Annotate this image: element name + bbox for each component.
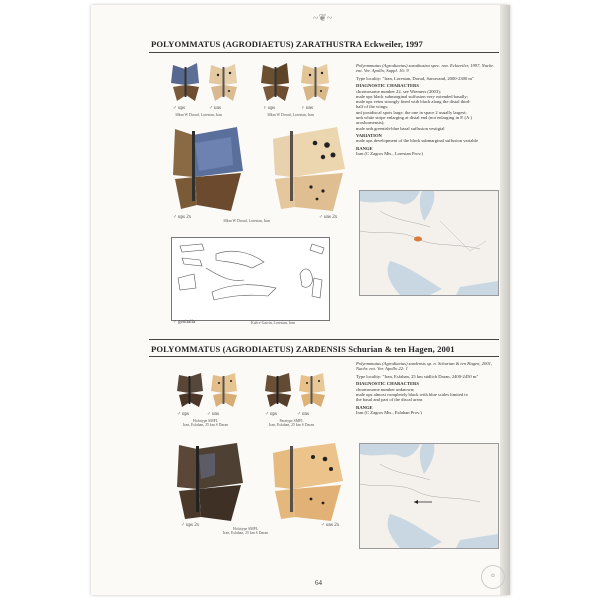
- library-stamp: ✿: [481, 565, 505, 589]
- caption-uns-1: ♂ uns: [209, 106, 221, 111]
- caption-zard-uns-2: ♂ uns: [297, 412, 309, 417]
- diag-line: the basal and part of the discal areas: [356, 397, 423, 403]
- butterfly-zard-ups-large: [175, 441, 247, 527]
- diag-line: unh white stripe enlarging at distal end (not enlarging in P. (A.): [356, 115, 473, 121]
- var-heading-1: VARIATION: [356, 133, 382, 139]
- caption-zard-uns-1: ♂ uns: [207, 412, 219, 417]
- butterfly-ups-large: [171, 125, 247, 217]
- description-1: Polyommatus (Agrodiaetus) zarathustra spec. nov. Eckweiler, 1997, Nachr. ent. Ver. Apollo, Suppl. 16: 9: [356, 63, 494, 74]
- diag-line: male ups almost completely black with blue scales limited to: [356, 391, 468, 397]
- caption-uns-large: ♂ uns 2x: [319, 215, 338, 220]
- range-text-1: Iran (C Zagros Mts., Lorestan Prov.): [356, 151, 424, 157]
- range-heading-2: RANGE: [356, 404, 373, 410]
- diag-line: half of the wings;: [356, 104, 389, 110]
- locality-1: 30km W Dorud, Lorestan, Iran: [175, 113, 222, 117]
- caption-ups-large: ♂ ups 2x: [173, 215, 192, 220]
- range-heading-1: RANGE: [356, 145, 373, 151]
- locality-2: 30km W Dorud, Lorestan, Iran: [267, 113, 314, 117]
- genitalia-locality: Kuh-e-Garrin, Lorestan, Iran: [251, 321, 295, 325]
- map-drawing-2: [360, 444, 498, 548]
- text-column-2: [356, 361, 498, 417]
- diag-heading-1: DIAGNOSTIC CHARACTERS: [356, 83, 419, 89]
- zard-locality-2: Paratype SMFL Iran, Esfahan, 25 km S Daran: [269, 419, 315, 428]
- diag-line: male ups veins strongly lined with black along the distal third-: [356, 99, 471, 105]
- page-edge: [500, 5, 510, 595]
- caption-genitalia: ♂ genitalia: [173, 320, 196, 325]
- diag-heading-2: DIAGNOSTIC CHARACTERS: [356, 381, 419, 387]
- caption-zard-uns-large: ♂ uns 2x: [321, 523, 340, 528]
- section-divider: [149, 339, 499, 340]
- type-locality-1: Type locality: "Iran, Lorestan, Dorud, Sarravand, 2000-2300 m": [356, 75, 474, 81]
- text-column-1: [356, 63, 498, 159]
- caption-ups-2: ♀ ups: [263, 106, 275, 111]
- diag-line: chromosome number 22, see Wiemers (2003);: [356, 88, 441, 94]
- diag-line: male unh greenish-blue basal suffusion vestigial: [356, 125, 445, 131]
- diag-line: male ups black submarginal suffusion very extended basally;: [356, 93, 468, 99]
- type-locality-2: Type locality: "Iran, Esfahan, 25 km südlich Daran, 2400-2450 m": [356, 373, 479, 379]
- range-text-2: Iran (C Zagros Mts., Esfahan Prov.): [356, 409, 422, 415]
- butterfly-zard-ups-small-1: [175, 371, 239, 411]
- title-rule-2: [149, 356, 499, 357]
- butterfly-zard-uns-large: [267, 441, 345, 527]
- butterfly-uns-large: [267, 125, 347, 217]
- var-text-1: male ups development of the black submarginal suffusion variable: [356, 138, 479, 144]
- zard-locality-1: Holotype SMFL Iran, Esfahan, 25 km S Daran: [183, 419, 229, 428]
- butterfly-ups-small-1: [169, 61, 239, 105]
- caption-zard-ups-2: ♂ ups: [265, 412, 277, 417]
- caption-zard-ups-1: ♂ ups: [177, 412, 189, 417]
- range-map-2: [359, 443, 499, 549]
- range-map-1: [359, 190, 499, 296]
- genitalia-drawing: [172, 238, 329, 320]
- title-rule-1: [149, 52, 499, 53]
- locality-large: 30km W Dorud, Lorestan, Iran: [223, 219, 270, 223]
- page-number: 64: [315, 579, 322, 587]
- header-ornament: ~❦~: [313, 13, 333, 24]
- genitalia-figure: [171, 237, 330, 321]
- map-drawing-1: [360, 191, 498, 295]
- diag-line: unf postdiscal spots large, the one in space 2 usually largest;: [356, 109, 467, 115]
- zard-locality-large: Holotype SMFL Iran, Esfahan, 25 km S Daran: [223, 527, 269, 536]
- diag-line: chromosome number unknown;: [356, 386, 415, 392]
- species-title-2: POLYOMMATUS (AGRODIAETUS) ZARDENSIS Schurian & ten Hagen, 2001: [151, 344, 455, 354]
- butterfly-zard-ups-small-2: [263, 371, 327, 411]
- caption-ups-1: ♂ ups: [173, 106, 185, 111]
- book-page: [91, 5, 510, 595]
- caption-uns-2: ♀ uns: [301, 106, 313, 111]
- description-2: Polyommatus (Agrodiaetus) zardensis sp. n. Schurian & ten Hagen, 2001, Nachr. ent. Ver. Apollo 22: 1: [356, 361, 493, 372]
- species-title-1: POLYOMMATUS (AGRODIAETUS) ZARATHUSTRA Eckweiler, 1997: [151, 39, 423, 49]
- butterfly-ups-small-2: [259, 61, 333, 105]
- caption-zard-ups-large: ♂ ups 2x: [181, 523, 200, 528]
- diag-line: aroxbornensis);: [356, 120, 385, 126]
